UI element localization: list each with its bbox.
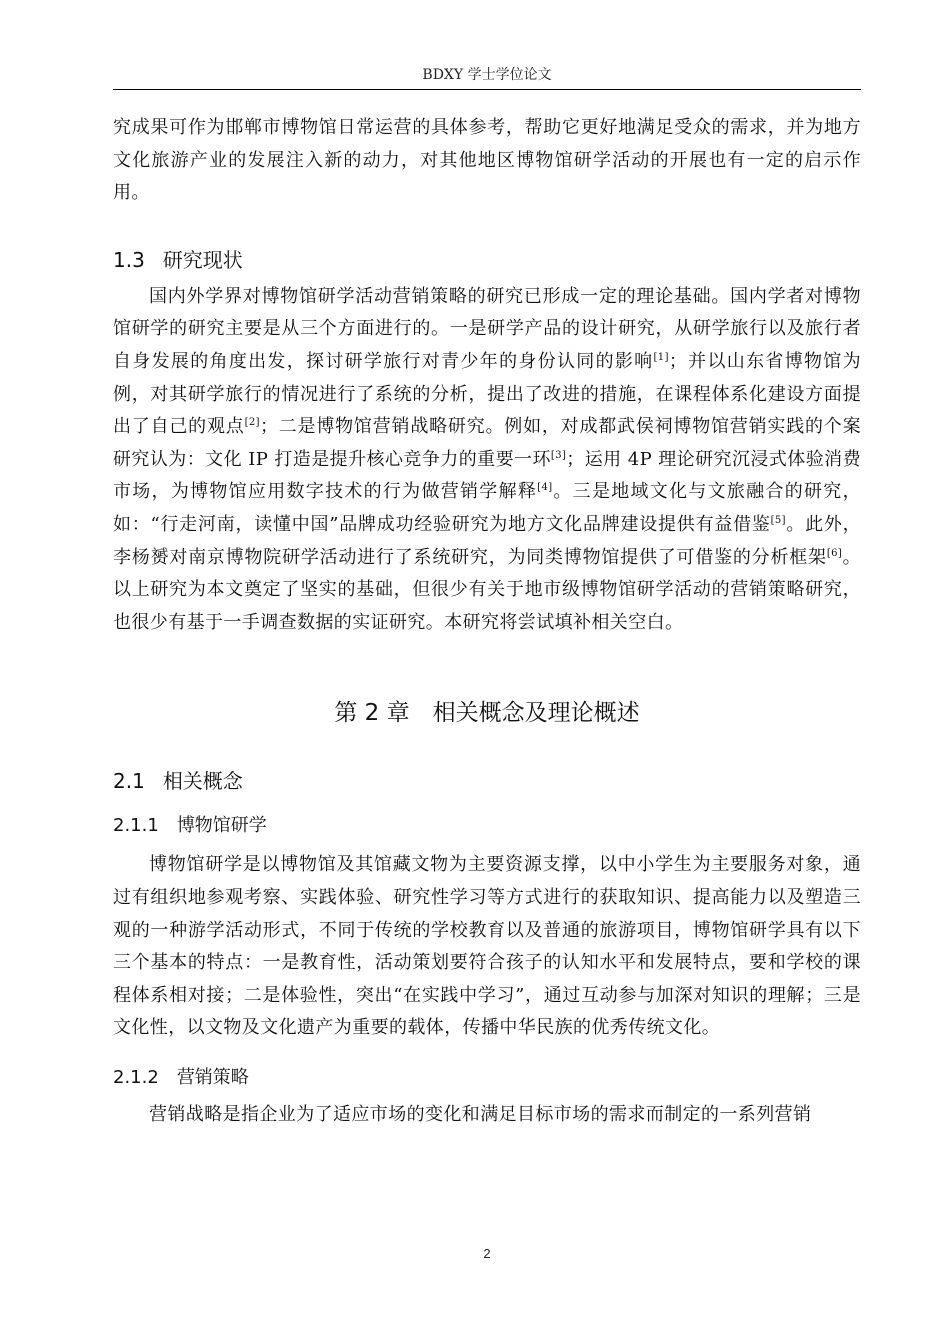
text-run: ；二是博物馆营销战略研究。例如，对成都武侯祠博物馆营销实践的个案研究认为：文化 IP 打造是提升核心竞争力的重要一环 <box>113 416 861 470</box>
chapter-2-heading: 第 2 章 相关概念及理论概述 <box>334 700 640 727</box>
text-run: ；运用 4P 理论研究沉浸式体验消费市场，为博物馆应用数字技术的行为做营销学解释 <box>113 448 861 503</box>
section-title: 营销策略 <box>176 1066 249 1088</box>
citation-3[interactable]: [3] <box>550 449 567 461</box>
museum-study-paragraph: 博物馆研学是以博物馆及其馆藏文物为主要资源支撑，以中小学生为主要服务对象，通过有组织地参观考察、实践体验、研究性学习等方式进行的获取知识、提高能力以及塑造三观的一种游学活动形式，不同于传统的学校教育以及普通的旅游项目，博物馆研学具有以下三个基本的特点：一是教育性，活动策划要符合孩子的认知水平和发展特点，要和学校的课程体系相对接；二是体验性，突出“在实践中学习”，通过互动参与加深对知识的理解；三是文化性，以文物及文化遗产为重要的载体，传播中华民族的优秀传统文化。 <box>113 854 861 1039</box>
text-run: 。此外，李杨赟对南京博物院研学活动进行了系统研究，为同类博物馆提供了可借鉴的分析框架 <box>113 513 861 568</box>
section-title: 相关概念 <box>162 769 243 794</box>
citation-6[interactable]: [6] <box>826 547 843 559</box>
citation-5[interactable]: [5] <box>770 514 786 526</box>
section-number: 2.1.2 <box>113 1066 159 1088</box>
section-2-1-heading <box>113 767 861 795</box>
section-number: 2.1 <box>113 769 145 794</box>
section-title: 博物馆研学 <box>176 815 267 837</box>
page-number: 2 <box>483 1246 491 1261</box>
marketing-strategy-paragraph: 营销战略是指企业为了适应市场的变化和满足目标市场的需求而制定的一系列营销 <box>149 1103 812 1125</box>
citation-1[interactable]: [1] <box>653 351 669 363</box>
text-run: 。三是地域文化与文旅融合的研究，如：“行走河南，读懂中国”品牌成功经验研究为地方文化品牌建设提供有益借鉴 <box>113 481 861 535</box>
section-2-1-2-heading <box>113 1065 861 1091</box>
text-run: 国内外学界对博物馆研学活动营销策略的研究已形成一定的理论基础。国内学者对博物馆研学的研究主要是从三个方面进行的。一是研学产品的设计研究，从研学旅行以及旅行者自身发展的角度出发，探讨研学旅行对青少年的身份认同的影响 <box>113 285 861 372</box>
page-content <box>113 112 861 1131</box>
research-status-paragraph <box>113 281 861 640</box>
text-run: 。以上研究为本文奠定了坚实的基础，但很少有关于地市级博物馆研学活动的营销策略研究，也很少有基于一手调查数据的实证研究。本研究将尝试填补相关空白。 <box>113 546 861 633</box>
header-rule <box>113 89 861 90</box>
section-2-1-1-heading <box>113 813 861 839</box>
section-1-3-heading <box>113 246 861 274</box>
section-title: 研究现状 <box>162 247 243 272</box>
citation-4[interactable]: [4] <box>537 482 553 494</box>
citation-2[interactable]: [2] <box>244 417 260 429</box>
section-number: 2.1.1 <box>113 815 159 837</box>
intro-paragraph: 究成果可作为邯郸市博物馆日常运营的具体参考，帮助它更好地满足受众的需求，并为地方文化旅游产业的发展注入新的动力，对其他地区博物馆研学活动的开展也有一定的启示作用。 <box>113 117 861 204</box>
text-run: ；并以山东省博物馆为例，对其研学旅行的情况进行了系统的分析，提出了改进的措施，在课程体系化建设方面提出了自己的观点 <box>113 350 862 438</box>
running-header: BDXY 学士学位论文 <box>422 67 552 83</box>
section-number: 1.3 <box>113 247 145 272</box>
